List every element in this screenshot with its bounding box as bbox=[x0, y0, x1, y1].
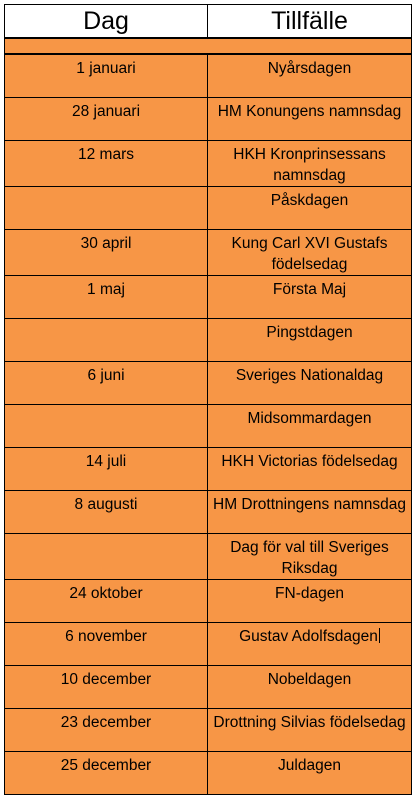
header-occasion[interactable]: Tillfälle bbox=[208, 5, 412, 39]
table-row bbox=[5, 230, 412, 276]
table-row bbox=[5, 448, 412, 491]
day-cell[interactable]: 10 december bbox=[5, 666, 208, 709]
table-row bbox=[5, 187, 412, 230]
occasion-cell[interactable]: HKH Kronprinsessans namnsdag bbox=[208, 141, 412, 187]
day-cell[interactable]: 6 november bbox=[5, 623, 208, 666]
day-cell[interactable]: 25 december bbox=[5, 752, 208, 795]
table-row bbox=[5, 666, 412, 709]
day-cell[interactable]: 1 januari bbox=[5, 54, 208, 98]
occasion-cell[interactable]: Juldagen bbox=[208, 752, 412, 795]
day-cell[interactable] bbox=[5, 405, 208, 448]
occasion-cell[interactable]: Första Maj bbox=[208, 276, 412, 319]
table-row bbox=[5, 141, 412, 187]
day-cell[interactable] bbox=[5, 319, 208, 362]
table-row bbox=[5, 709, 412, 752]
day-cell[interactable]: 12 mars bbox=[5, 141, 208, 187]
occasion-text: Gustav Adolfsdagen bbox=[239, 628, 378, 645]
occasion-cell[interactable]: Nyårsdagen bbox=[208, 54, 412, 98]
day-cell[interactable]: 6 juni bbox=[5, 362, 208, 405]
table-row bbox=[5, 580, 412, 623]
occasion-cell[interactable]: Sveriges Nationaldag bbox=[208, 362, 412, 405]
occasion-cell[interactable]: FN-dagen bbox=[208, 580, 412, 623]
table-row bbox=[5, 319, 412, 362]
table-row bbox=[5, 362, 412, 405]
day-cell[interactable]: 28 januari bbox=[5, 98, 208, 141]
day-cell[interactable]: 14 juli bbox=[5, 448, 208, 491]
day-cell[interactable]: 24 oktober bbox=[5, 580, 208, 623]
day-cell[interactable]: 8 augusti bbox=[5, 491, 208, 534]
occasion-cell[interactable]: Kung Carl XVI Gustafs födelsedag bbox=[208, 230, 412, 276]
table-row bbox=[5, 276, 412, 319]
day-cell[interactable]: 1 maj bbox=[5, 276, 208, 319]
day-cell[interactable]: 30 april bbox=[5, 230, 208, 276]
header-day[interactable]: Dag bbox=[5, 5, 208, 39]
spacer-row bbox=[5, 38, 412, 54]
text-cursor bbox=[379, 628, 380, 643]
flag-days-table-container bbox=[4, 4, 411, 795]
occasion-cell[interactable]: Påskdagen bbox=[208, 187, 412, 230]
table-row bbox=[5, 752, 412, 795]
table-row bbox=[5, 491, 412, 534]
occasion-cell[interactable]: Dag för val till Sveriges Riksdag bbox=[208, 534, 412, 580]
occasion-cell[interactable]: Drottning Silvias födelsedag bbox=[208, 709, 412, 752]
occasion-cell[interactable]: HKH Victorias födelsedag bbox=[208, 448, 412, 491]
table-row bbox=[5, 534, 412, 580]
flag-days-table bbox=[4, 4, 412, 795]
table-row bbox=[5, 623, 412, 666]
occasion-cell-active[interactable] bbox=[208, 623, 412, 666]
day-cell[interactable] bbox=[5, 534, 208, 580]
day-cell[interactable] bbox=[5, 187, 208, 230]
header-row bbox=[5, 5, 412, 39]
table-row bbox=[5, 54, 412, 98]
table-row bbox=[5, 98, 412, 141]
occasion-cell[interactable]: HM Konungens namnsdag bbox=[208, 98, 412, 141]
occasion-cell[interactable]: Midsommardagen bbox=[208, 405, 412, 448]
occasion-cell[interactable]: HM Drottningens namnsdag bbox=[208, 491, 412, 534]
occasion-cell[interactable]: Nobeldagen bbox=[208, 666, 412, 709]
spacer-cell[interactable] bbox=[5, 38, 412, 54]
occasion-cell[interactable]: Pingstdagen bbox=[208, 319, 412, 362]
day-cell[interactable]: 23 december bbox=[5, 709, 208, 752]
table-row bbox=[5, 405, 412, 448]
